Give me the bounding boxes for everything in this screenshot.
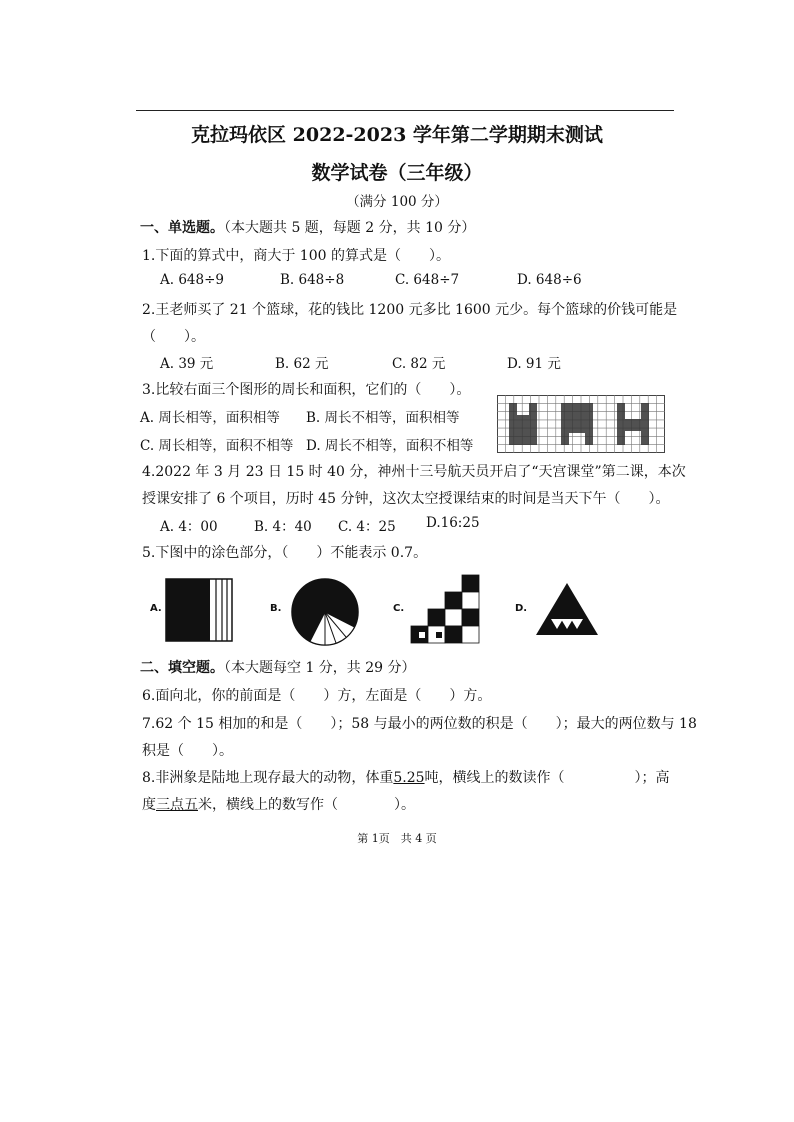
q8-text-2a: 度: [142, 797, 156, 813]
q4-option-b: B. 4：40: [254, 519, 312, 535]
exam-subtitle: 数学试卷（三年级）: [311, 162, 483, 184]
q2-option-a: A. 39 元: [160, 356, 214, 372]
q7-stem-line2: 积是（ ）。: [142, 743, 233, 759]
q3-shape-3: [617, 403, 649, 445]
q1-stem: 1.下面的算式中，商大于 100 的算式是（ ）。: [142, 248, 450, 264]
q1-option-d: D. 648÷6: [517, 272, 582, 288]
q8-underlined-words: 三点五: [156, 797, 198, 813]
q8-text-1b: 吨，横线上的数读作（ ）；高: [424, 770, 670, 786]
q3-grid-figure: [497, 395, 665, 453]
q5-figure-a: [165, 578, 233, 642]
q8-underlined-number: 5.25: [393, 770, 425, 786]
q7-stem-line1: 7.62 个 15 相加的和是（ ）；58 与最小的两位数的积是（ ）；最大的两位数与 18: [142, 716, 697, 732]
q4-stem-line2: 授课安排了 6 个项目，历时 45 分钟，这次太空授课结束的时间是当天下午（ ）。: [142, 491, 670, 507]
q4-option-c: C. 4：25: [338, 519, 396, 535]
q8-stem-line1: [142, 767, 670, 787]
section2-note: （本大题每空 1 分，共 29 分）: [224, 660, 416, 676]
q3-option-c: C. 周长相等，面积不相等: [140, 438, 294, 454]
q5-figure-b: [290, 577, 360, 647]
q5-figure-d: [535, 582, 599, 636]
q4-option-a: A. 4：00: [160, 519, 218, 535]
section2-title: 二、填空题。: [140, 660, 224, 676]
q2-option-c: C. 82 元: [392, 356, 446, 372]
section2-heading: [140, 657, 416, 677]
q5-figure-c: [410, 574, 480, 644]
q3-option-d: D. 周长不相等，面积不相等: [306, 438, 474, 454]
q8-text-1a: 8.非洲象是陆地上现存最大的动物，体重: [142, 770, 394, 786]
page-footer: 第 1页 共 4 页: [357, 832, 437, 845]
q5-stem: 5.下图中的涂色部分，（ ）不能表示 0.7。: [142, 545, 428, 561]
q3-shape-2: [561, 403, 593, 445]
q5-label-d: D.: [515, 603, 528, 614]
q4-stem-line1: 4.2022 年 3 月 23 日 15 时 40 分，神州十三号航天员开启了“天宫课堂”第二课，本次: [142, 464, 686, 480]
q5-label-b: B.: [270, 603, 282, 614]
top-rule: [136, 110, 674, 111]
q2-stem-line2: （ ）。: [142, 329, 205, 345]
q2-option-b: B. 62 元: [275, 356, 329, 372]
q3-stem: 3.比较右面三个图形的周长和面积，它们的（ ）。: [142, 382, 471, 398]
q2-option-d: D. 91 元: [507, 356, 561, 372]
q6-stem: 6.面向北，你的前面是（ ）方，左面是（ ）方。: [142, 688, 492, 704]
q1-option-b: B. 648÷8: [280, 272, 345, 288]
q3-option-a: A. 周长相等，面积相等: [140, 410, 280, 426]
q3-shape-1: [509, 403, 537, 445]
q1-option-c: C. 648÷7: [395, 272, 460, 288]
q5-label-a: A.: [150, 603, 162, 614]
q3-option-b: B. 周长不相等，面积相等: [306, 410, 460, 426]
section1-heading: [140, 217, 475, 237]
q8-text-2b: 米，横线上的数写作（ ）。: [198, 797, 415, 813]
section1-title: 一、单选题。: [140, 220, 224, 236]
q4-option-d: D.16:25: [426, 515, 480, 531]
q1-option-a: A. 648÷9: [160, 272, 224, 288]
q5-label-c: C.: [393, 603, 405, 614]
q2-stem-line1: 2.王老师买了 21 个篮球，花的钱比 1200 元多比 1600 元少。每个篮球的价钱可能是: [142, 302, 678, 318]
score-note: （满分 100 分）: [346, 194, 448, 210]
q8-stem-line2: [142, 794, 415, 814]
section1-note: （本大题共 5 题，每题 2 分，共 10 分）: [224, 220, 476, 236]
exam-title: 克拉玛依区 2022-2023 学年第二学期期末测试: [191, 124, 603, 146]
